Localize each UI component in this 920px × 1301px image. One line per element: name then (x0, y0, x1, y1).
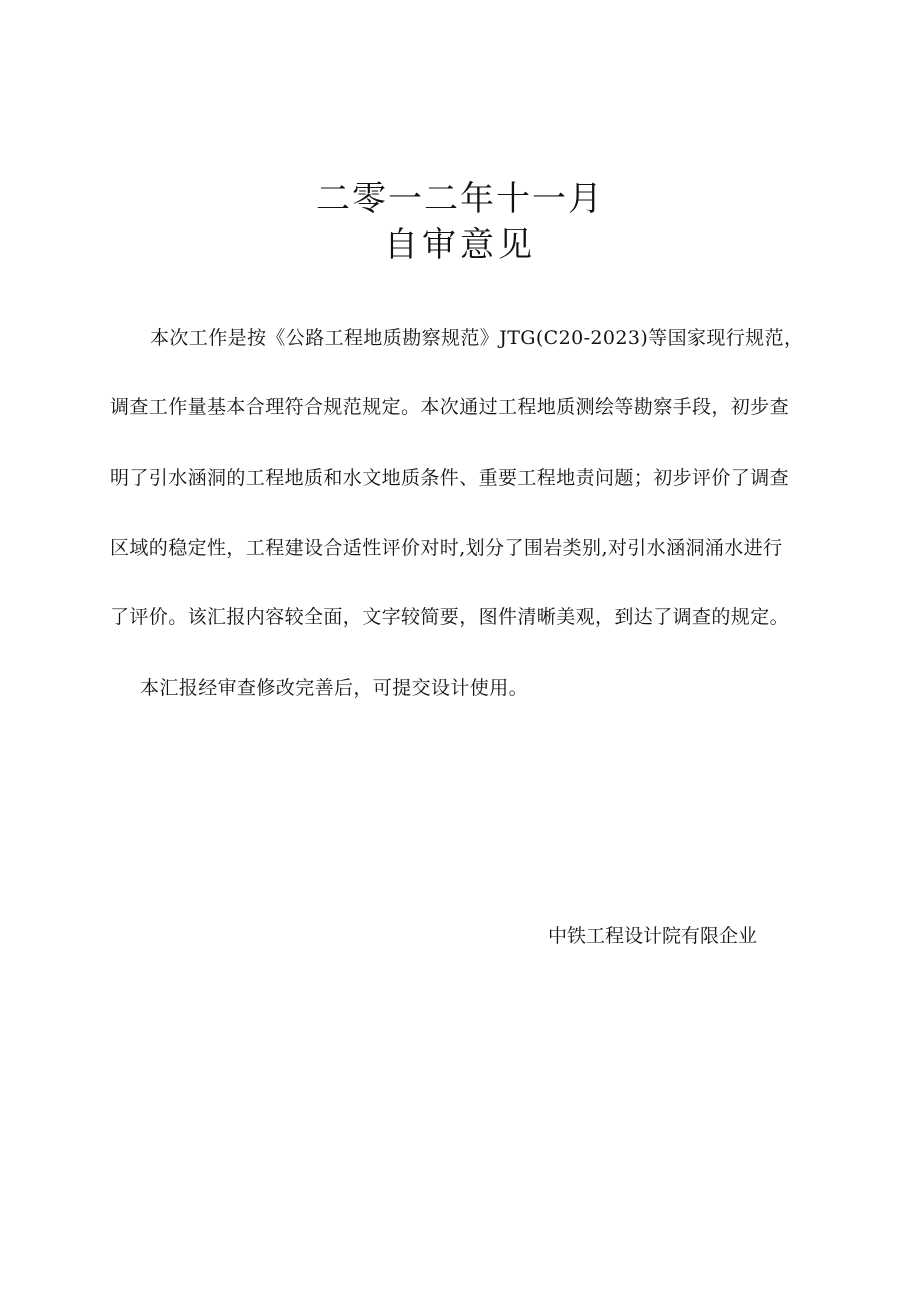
date-heading: 二零一二年十一月 (316, 179, 604, 219)
signature-organization: 中铁工程设计院有限企业 (548, 925, 758, 947)
paragraph-1-line-1: 本次工作是按《公路工程地质勘察规范》JTG(C20-2023)等国家现行规范， (150, 327, 804, 349)
paragraph-1-line-4: 区域的稳定性，工程建设合适性评价对时,划分了围岩类别,对引水涵洞涌水进行 (110, 537, 783, 559)
paragraph-1-line-2: 调查工作量基本合理符合规范规定。本次通过工程地质测绘等勘察手段，初步查 (110, 396, 790, 418)
paragraph-1-line-3: 明了引水涵洞的工程地质和水文地质条件、重要工程地责问题；初步评价了调查 (110, 467, 790, 489)
page-title: 自审意见 (384, 225, 536, 265)
paragraph-2: 本汇报经审查修改完善后，可提交设计使用。 (140, 677, 529, 699)
paragraph-1-line-5: 了评价。该汇报内容较全面，文字较简要，图件清晰美观，到达了调查的规定。 (110, 606, 790, 628)
